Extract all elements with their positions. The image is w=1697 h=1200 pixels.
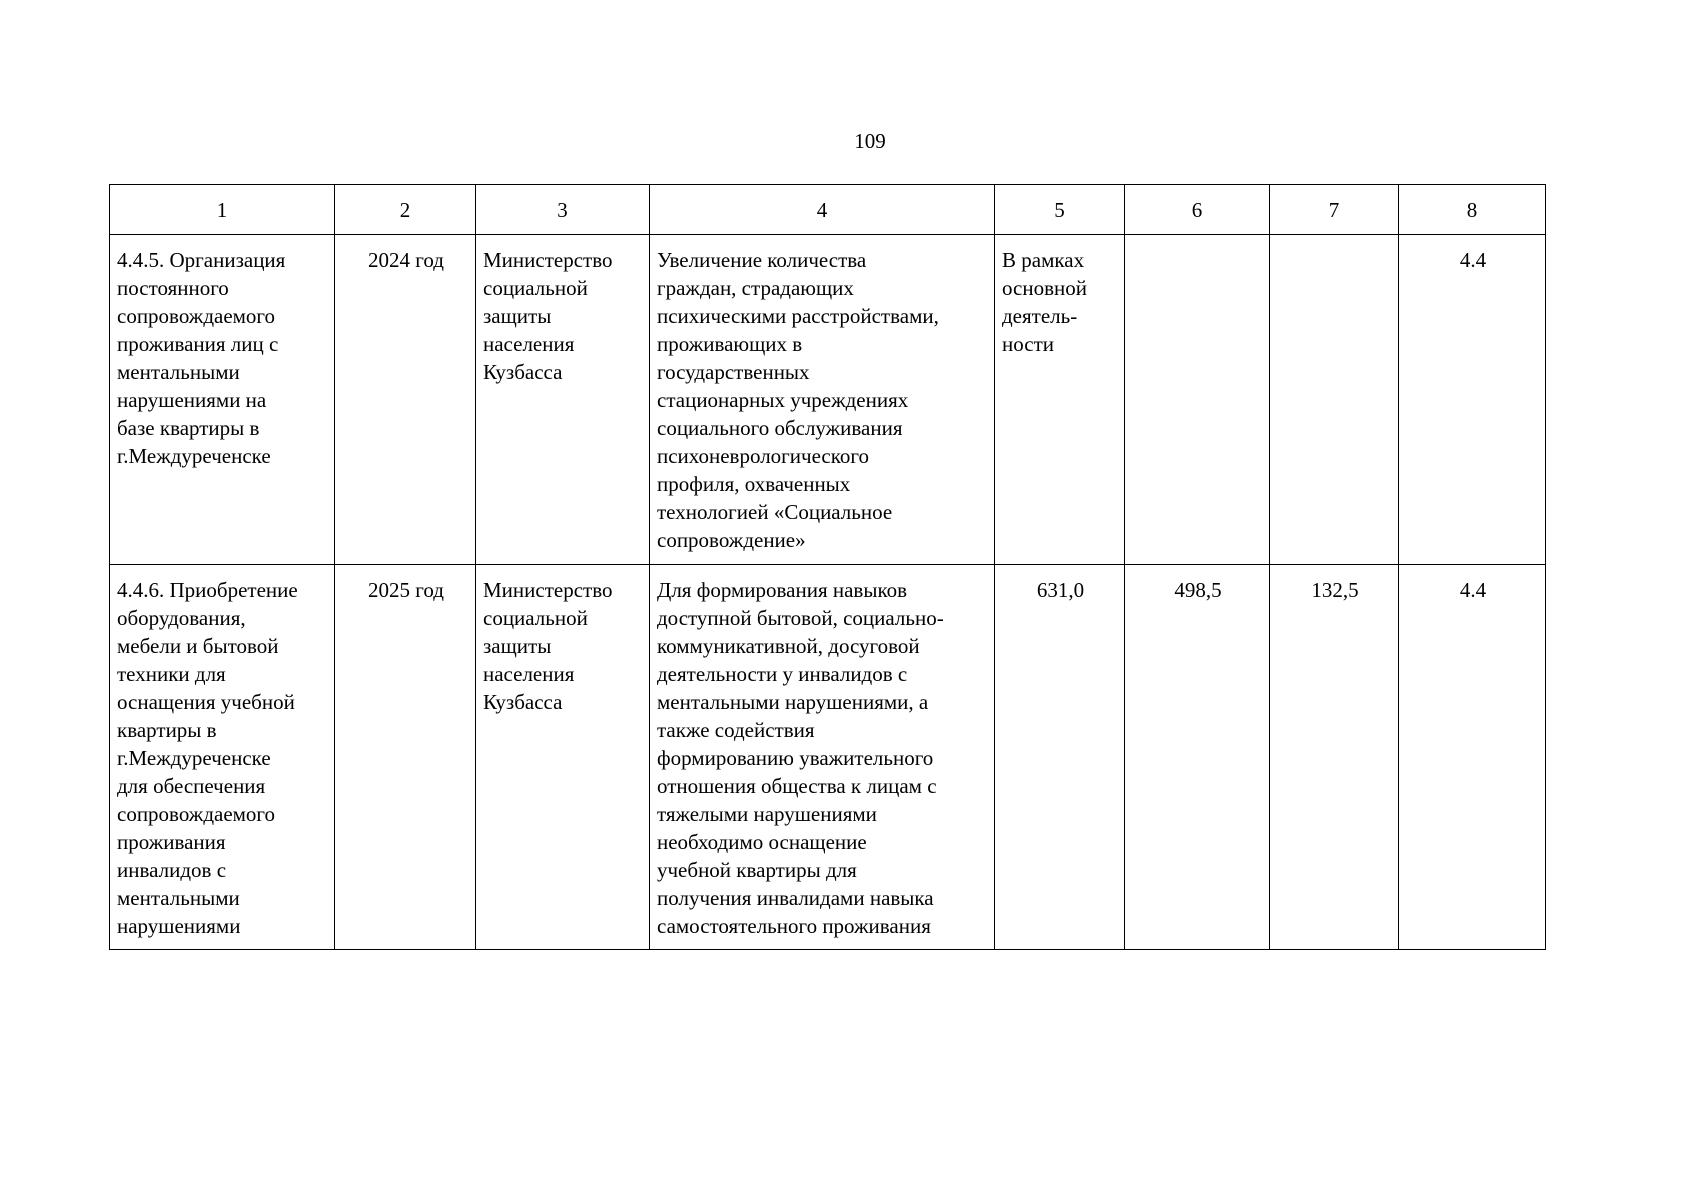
table-body (110, 235, 1546, 950)
period-cell: 2025 год (335, 565, 476, 950)
page-number: 109 (854, 129, 886, 153)
column-header-5: 5 (995, 185, 1125, 235)
plan-table (109, 184, 1546, 950)
table-row (110, 565, 1546, 950)
header-row (110, 185, 1546, 235)
funding-col6-cell: 498,5 (1125, 565, 1270, 950)
result-cell: Для формирования навыков доступной бытовой, социально- коммуникативной, досуговой деятельности у инвалидов с ментальными нарушениями, а также содействия формированию уважительного отношения общества к лицам с тяжелыми нарушениями необходимо оснащение учебной квартиры для получения инвалидами навыка самостоятельного проживания (650, 565, 995, 950)
indicator-link-cell: 4.4 (1399, 565, 1546, 950)
column-header-6: 6 (1125, 185, 1270, 235)
result-cell: Увеличение количества граждан, страдающих психическими расстройствами, проживающих в государственных стационарных учреждениях социального обслуживания психоневрологического профиля, охваченных технологией «Социальное сопровождение» (650, 235, 995, 565)
funding-col7-cell (1270, 235, 1399, 565)
table-header (110, 185, 1546, 235)
column-header-3: 3 (476, 185, 650, 235)
column-header-7: 7 (1270, 185, 1399, 235)
column-header-1: 1 (110, 185, 335, 235)
indicator-link-cell: 4.4 (1399, 235, 1546, 565)
period-cell: 2024 год (335, 235, 476, 565)
executor-cell: Министерство социальной защиты населения Кузбасса (476, 235, 650, 565)
funding-col7-cell: 132,5 (1270, 565, 1399, 950)
column-header-2: 2 (335, 185, 476, 235)
table-row (110, 235, 1546, 565)
funding-col6-cell (1125, 235, 1270, 565)
activity-name-cell: 4.4.6. Приобретение оборудования, мебели и бытовой техники для оснащения учебной квартиры в г.Междуреченске для обеспечения сопровождаемого проживания инвалидов с ментальными нарушениями (110, 565, 335, 950)
funding-total-cell: 631,0 (995, 565, 1125, 950)
column-header-8: 8 (1399, 185, 1546, 235)
funding-total-cell: В рамках основной деятель- ности (995, 235, 1125, 565)
executor-cell: Министерство социальной защиты населения Кузбасса (476, 565, 650, 950)
activity-name-cell: 4.4.5. Организация постоянного сопровождаемого проживания лиц с ментальными нарушениями на базе квартиры в г.Междуреченске (110, 235, 335, 565)
column-header-4: 4 (650, 185, 995, 235)
